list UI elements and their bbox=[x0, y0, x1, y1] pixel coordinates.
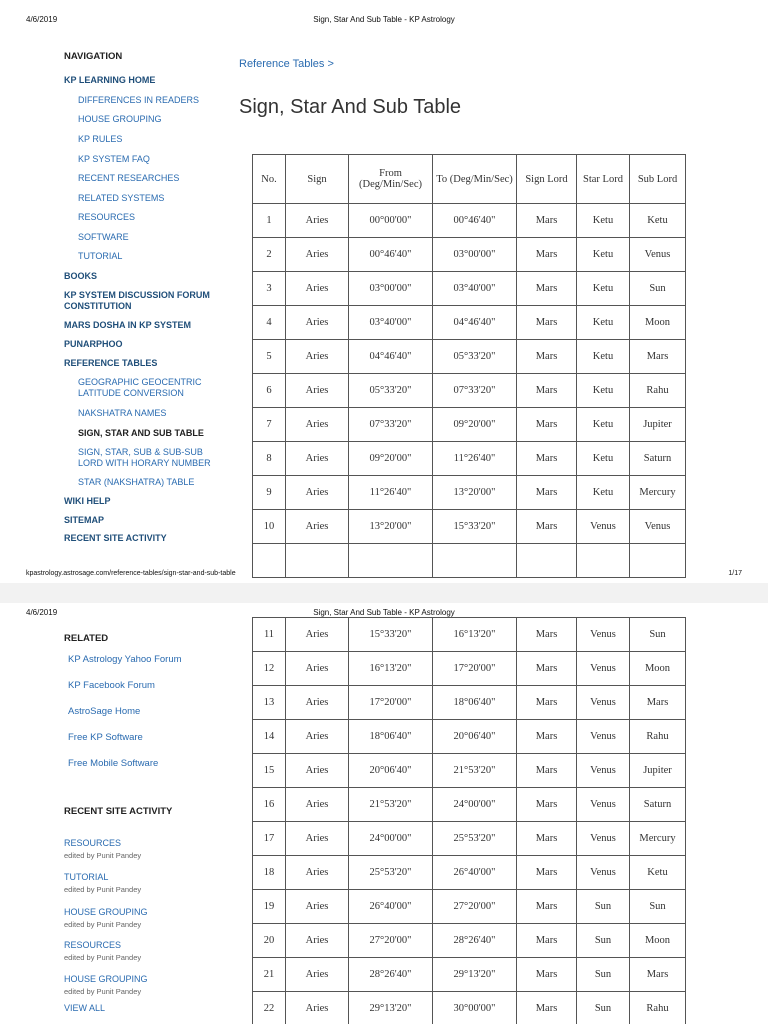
table-cell: 05°33'20" bbox=[349, 374, 433, 408]
table-cell: 15 bbox=[253, 754, 286, 788]
sidebar-item-sign-star-sub-table[interactable]: SIGN, STAR AND SUB TABLE bbox=[78, 428, 204, 438]
related-link-yahoo-forum[interactable]: KP Astrology Yahoo Forum bbox=[68, 654, 182, 665]
table-cell: 20°06'40" bbox=[349, 754, 433, 788]
print-footer bbox=[0, 570, 768, 582]
sidebar-item-tutorial[interactable]: TUTORIAL bbox=[78, 251, 123, 261]
table-cell: Ketu bbox=[577, 442, 630, 476]
table-row bbox=[253, 890, 686, 924]
table-row bbox=[253, 720, 686, 754]
table-row bbox=[253, 754, 686, 788]
table-cell: 16°13'20" bbox=[433, 618, 517, 652]
print-title: Sign, Star And Sub Table - KP Astrology bbox=[313, 608, 455, 617]
table-cell: 17°20'00" bbox=[433, 652, 517, 686]
table-cell: 11 bbox=[253, 618, 286, 652]
table-cell: Aries bbox=[286, 788, 349, 822]
table-cell: Venus bbox=[577, 822, 630, 856]
table-cell: 29°13'20" bbox=[349, 992, 433, 1024]
related-link-astrosage-home[interactable]: AstroSage Home bbox=[68, 706, 141, 717]
sidebar-item-resources[interactable]: RESOURCES bbox=[78, 212, 136, 222]
table-cell: 16 bbox=[253, 788, 286, 822]
table-cell: Mars bbox=[517, 856, 577, 890]
table-cell: Ketu bbox=[577, 238, 630, 272]
table-cell: Sun bbox=[630, 272, 686, 306]
table-cell: Aries bbox=[286, 510, 349, 544]
table-cell: 18 bbox=[253, 856, 286, 890]
table-cell: Venus bbox=[577, 686, 630, 720]
sidebar-item-sitemap[interactable]: SITEMAP bbox=[64, 515, 105, 525]
table-cell: Ketu bbox=[577, 272, 630, 306]
table-cell: 18°06'40" bbox=[349, 720, 433, 754]
table-row bbox=[253, 340, 686, 374]
table-cell: Rahu bbox=[630, 992, 686, 1024]
table-row bbox=[253, 238, 686, 272]
table-cell: Aries bbox=[286, 408, 349, 442]
table-cell: Venus bbox=[577, 720, 630, 754]
activity-link[interactable]: HOUSE GROUPING bbox=[64, 907, 148, 917]
sidebar-item-reference-tables[interactable]: REFERENCE TABLES bbox=[64, 358, 158, 368]
activity-item bbox=[64, 902, 234, 930]
table-cell: Saturn bbox=[630, 442, 686, 476]
table-cell: 00°00'00" bbox=[349, 204, 433, 238]
table-row bbox=[253, 272, 686, 306]
table-cell: 15°33'20" bbox=[349, 618, 433, 652]
sidebar-item-horary-number[interactable]: SIGN, STAR, SUB & SUB-SUB LORD WITH HORARY NUMBER bbox=[78, 447, 211, 468]
table-row bbox=[253, 442, 686, 476]
activity-item bbox=[64, 833, 234, 861]
table-cell: Mars bbox=[517, 272, 577, 306]
column-header: Star Lord bbox=[577, 155, 630, 204]
table-row bbox=[253, 408, 686, 442]
table-cell: 16°13'20" bbox=[349, 652, 433, 686]
table-cell: 20 bbox=[253, 924, 286, 958]
activity-link[interactable]: TUTORIAL bbox=[64, 872, 109, 882]
table-cell: 09°20'00" bbox=[349, 442, 433, 476]
table-cell: 03°40'00" bbox=[349, 306, 433, 340]
table-cell: Sun bbox=[577, 890, 630, 924]
table-cell: Mercury bbox=[630, 822, 686, 856]
table-cell: Mars bbox=[517, 408, 577, 442]
table-cell: Mars bbox=[517, 238, 577, 272]
table-cell: Venus bbox=[577, 754, 630, 788]
table-cell: 09°20'00" bbox=[433, 408, 517, 442]
activity-editor: edited by Punit Pandey bbox=[64, 953, 142, 962]
print-date: 4/6/2019 bbox=[26, 15, 58, 24]
table-cell: Aries bbox=[286, 306, 349, 340]
table-cell: 04°46'40" bbox=[433, 306, 517, 340]
sidebar-heading: NAVIGATION bbox=[64, 51, 123, 62]
table-cell: 13°20'00" bbox=[349, 510, 433, 544]
activity-editor: edited by Punit Pandey bbox=[64, 885, 142, 894]
table-cell: Jupiter bbox=[630, 408, 686, 442]
table-cell: Ketu bbox=[577, 306, 630, 340]
print-date: 4/6/2019 bbox=[26, 608, 58, 617]
table-cell: Aries bbox=[286, 340, 349, 374]
table-cell: 03°00'00" bbox=[433, 238, 517, 272]
table-cell: Mars bbox=[517, 204, 577, 238]
table-cell: 10 bbox=[253, 510, 286, 544]
table-cell: 28°26'40" bbox=[349, 958, 433, 992]
table-cell: 19 bbox=[253, 890, 286, 924]
table-cell: Mars bbox=[517, 306, 577, 340]
sidebar-item-punarphoo[interactable]: PUNARPHOO bbox=[64, 339, 123, 349]
table-header-row bbox=[253, 155, 686, 204]
table-cell: 1 bbox=[253, 204, 286, 238]
column-header: Sign Lord bbox=[517, 155, 577, 204]
table-cell: Mars bbox=[630, 686, 686, 720]
sidebar-item-latitude-conversion[interactable]: GEOGRAPHIC GEOCENTRIC LATITUDE CONVERSION bbox=[78, 377, 202, 398]
table-row bbox=[253, 306, 686, 340]
table-cell: 03°00'00" bbox=[349, 272, 433, 306]
table-cell: Ketu bbox=[630, 856, 686, 890]
table-cell: Aries bbox=[286, 856, 349, 890]
table-cell: Sun bbox=[577, 992, 630, 1024]
table-cell: Mars bbox=[630, 340, 686, 374]
table-cell: Mars bbox=[630, 958, 686, 992]
view-all-link[interactable]: VIEW ALL bbox=[64, 1003, 106, 1013]
sidebar-item-differences-in-readers[interactable]: DIFFERENCES IN READERS bbox=[78, 95, 200, 105]
breadcrumb[interactable]: Reference Tables > bbox=[239, 58, 334, 70]
table-cell: Jupiter bbox=[630, 754, 686, 788]
table-cell: Mercury bbox=[630, 476, 686, 510]
table-cell: Aries bbox=[286, 204, 349, 238]
sidebar-item-nakshatra-names[interactable]: NAKSHATRA NAMES bbox=[78, 408, 167, 418]
table-row bbox=[253, 618, 686, 652]
table-cell: Moon bbox=[630, 306, 686, 340]
table-row bbox=[253, 856, 686, 890]
table-cell: 8 bbox=[253, 442, 286, 476]
table-cell: Aries bbox=[286, 754, 349, 788]
table-cell: Mars bbox=[517, 924, 577, 958]
table-cell: 24°00'00" bbox=[349, 822, 433, 856]
table-cell: 20°06'40" bbox=[433, 720, 517, 754]
table-cell: Mars bbox=[517, 340, 577, 374]
table-cell: 27°20'00" bbox=[349, 924, 433, 958]
table-cell: 11°26'40" bbox=[433, 442, 517, 476]
print-page-number: 1/17 bbox=[728, 570, 742, 577]
activity-link[interactable]: HOUSE GROUPING bbox=[64, 974, 148, 984]
table-cell: 22 bbox=[253, 992, 286, 1024]
sign-star-sub-table-continued bbox=[252, 617, 686, 1024]
print-header bbox=[0, 15, 768, 27]
table-cell: Aries bbox=[286, 652, 349, 686]
table-cell: Sun bbox=[577, 924, 630, 958]
table-cell: Sun bbox=[577, 958, 630, 992]
column-header: No. bbox=[253, 155, 286, 204]
activity-editor: edited by Punit Pandey bbox=[64, 920, 142, 929]
table-cell: 3 bbox=[253, 272, 286, 306]
table-cell: 5 bbox=[253, 340, 286, 374]
table-cell: Sun bbox=[630, 890, 686, 924]
table-cell: Venus bbox=[577, 856, 630, 890]
column-header: Sub Lord bbox=[630, 155, 686, 204]
activity-item bbox=[64, 867, 234, 895]
related-link-facebook-forum[interactable]: KP Facebook Forum bbox=[68, 680, 155, 691]
table-cell: 12 bbox=[253, 652, 286, 686]
table-cell: 13 bbox=[253, 686, 286, 720]
table-cell: Mars bbox=[517, 822, 577, 856]
table-row bbox=[253, 822, 686, 856]
table-cell: 9 bbox=[253, 476, 286, 510]
table-cell: 28°26'40" bbox=[433, 924, 517, 958]
table-cell: Aries bbox=[286, 272, 349, 306]
table-cell: Aries bbox=[286, 720, 349, 754]
table-cell: Aries bbox=[286, 822, 349, 856]
table-cell: Aries bbox=[286, 890, 349, 924]
table-row bbox=[253, 374, 686, 408]
table-cell: 27°20'00" bbox=[433, 890, 517, 924]
sidebar-item-star-table[interactable]: STAR (NAKSHATRA) TABLE bbox=[78, 477, 195, 487]
page-separator bbox=[0, 583, 768, 603]
sidebar-item-kp-learning-home[interactable]: KP LEARNING HOME bbox=[64, 75, 156, 85]
table-row bbox=[253, 788, 686, 822]
table-cell: 30°00'00" bbox=[433, 992, 517, 1024]
table-cell: Aries bbox=[286, 924, 349, 958]
table-row bbox=[253, 652, 686, 686]
table-cell: Aries bbox=[286, 476, 349, 510]
table-cell: Mars bbox=[517, 754, 577, 788]
table-cell: 03°40'00" bbox=[433, 272, 517, 306]
activity-item bbox=[64, 969, 234, 997]
table-cell: 05°33'20" bbox=[433, 340, 517, 374]
sidebar-item-kp-system-faq[interactable]: KP SYSTEM FAQ bbox=[78, 154, 150, 164]
table-row bbox=[253, 992, 686, 1024]
table-cell: 00°46'40" bbox=[433, 204, 517, 238]
column-header: From (Deg/Min/Sec) bbox=[349, 155, 433, 204]
table-row bbox=[253, 924, 686, 958]
sidebar-item-house-grouping[interactable]: HOUSE GROUPING bbox=[78, 114, 162, 124]
table-cell: Ketu bbox=[630, 204, 686, 238]
table-cell: 29°13'20" bbox=[433, 958, 517, 992]
table-cell: Moon bbox=[630, 652, 686, 686]
related-link-free-mobile-software[interactable]: Free Mobile Software bbox=[68, 758, 159, 769]
table-cell: 18°06'40" bbox=[433, 686, 517, 720]
table-cell: 25°53'20" bbox=[349, 856, 433, 890]
table-row bbox=[253, 510, 686, 544]
sign-star-sub-table bbox=[252, 154, 686, 578]
table-cell: 17 bbox=[253, 822, 286, 856]
recent-activity-heading: RECENT SITE ACTIVITY bbox=[64, 806, 173, 817]
table-cell: 21°53'20" bbox=[433, 754, 517, 788]
table-cell: Ketu bbox=[577, 374, 630, 408]
table-cell: Ketu bbox=[577, 476, 630, 510]
sidebar-item-kp-rules[interactable]: KP RULES bbox=[78, 134, 123, 144]
sidebar-item-books[interactable]: BOOKS bbox=[64, 271, 98, 281]
table-cell: Mars bbox=[517, 788, 577, 822]
activity-editor: edited by Punit Pandey bbox=[64, 851, 142, 860]
table-cell: Mars bbox=[517, 992, 577, 1024]
table-cell: 25°53'20" bbox=[433, 822, 517, 856]
table-cell: Venus bbox=[630, 238, 686, 272]
table-cell: Aries bbox=[286, 686, 349, 720]
table-cell: Rahu bbox=[630, 720, 686, 754]
table-row bbox=[253, 476, 686, 510]
table-cell: 07°33'20" bbox=[433, 374, 517, 408]
table-row bbox=[253, 686, 686, 720]
sidebar-item-wiki-help[interactable]: WIKI HELP bbox=[64, 496, 111, 506]
sidebar-item-software[interactable]: SOFTWARE bbox=[78, 232, 129, 242]
table-cell: Venus bbox=[577, 510, 630, 544]
table-cell: Sun bbox=[630, 618, 686, 652]
table-cell: 17°20'00" bbox=[349, 686, 433, 720]
activity-item bbox=[64, 935, 234, 963]
table-cell: 26°40'00" bbox=[349, 890, 433, 924]
table-cell: Aries bbox=[286, 992, 349, 1024]
table-cell: 07°33'20" bbox=[349, 408, 433, 442]
table-cell: Mars bbox=[517, 652, 577, 686]
column-header: To (Deg/Min/Sec) bbox=[433, 155, 517, 204]
table-cell: Mars bbox=[517, 618, 577, 652]
table-cell: Ketu bbox=[577, 340, 630, 374]
table-cell: Aries bbox=[286, 374, 349, 408]
sidebar-item-recent-researches[interactable]: RECENT RESEARCHES bbox=[78, 173, 180, 183]
table-cell: 2 bbox=[253, 238, 286, 272]
table-cell: Venus bbox=[577, 788, 630, 822]
table-cell: 13°20'00" bbox=[433, 476, 517, 510]
table-cell: Mars bbox=[517, 510, 577, 544]
page-title: Sign, Star And Sub Table bbox=[239, 96, 462, 118]
table-cell: Rahu bbox=[630, 374, 686, 408]
table-cell: Venus bbox=[577, 618, 630, 652]
table-cell: 26°40'00" bbox=[433, 856, 517, 890]
table-cell: Saturn bbox=[630, 788, 686, 822]
table-cell: Aries bbox=[286, 618, 349, 652]
table-cell: 6 bbox=[253, 374, 286, 408]
table-cell: Venus bbox=[630, 510, 686, 544]
table-cell: Mars bbox=[517, 890, 577, 924]
table-cell: 15°33'20" bbox=[433, 510, 517, 544]
column-header: Sign bbox=[286, 155, 349, 204]
sidebar-item-related-systems[interactable]: RELATED SYSTEMS bbox=[78, 193, 165, 203]
table-cell: 21 bbox=[253, 958, 286, 992]
print-url: kpastrology.astrosage.com/reference-tables/sign-star-and-sub-table bbox=[26, 570, 236, 577]
table-cell: Mars bbox=[517, 442, 577, 476]
activity-editor: edited by Punit Pandey bbox=[64, 987, 142, 996]
table-cell: Aries bbox=[286, 442, 349, 476]
table-cell: 4 bbox=[253, 306, 286, 340]
table-cell: 24°00'00" bbox=[433, 788, 517, 822]
table-cell: 7 bbox=[253, 408, 286, 442]
table-cell: Aries bbox=[286, 958, 349, 992]
print-page-2 bbox=[0, 603, 768, 1024]
print-title: Sign, Star And Sub Table - KP Astrology bbox=[313, 15, 455, 24]
table-cell: Ketu bbox=[577, 408, 630, 442]
table-cell: Aries bbox=[286, 238, 349, 272]
table-cell: 21°53'20" bbox=[349, 788, 433, 822]
sidebar-item-recent-site-activity[interactable]: RECENT SITE ACTIVITY bbox=[64, 533, 167, 543]
table-row bbox=[253, 204, 686, 238]
table-cell: Mars bbox=[517, 374, 577, 408]
table-cell: 04°46'40" bbox=[349, 340, 433, 374]
sidebar-item-discussion-forum-constitution[interactable]: KP SYSTEM DISCUSSION FORUM CONSTITUTION bbox=[64, 290, 210, 311]
table-cell: Mars bbox=[517, 720, 577, 754]
related-heading: RELATED bbox=[64, 633, 109, 644]
sidebar-item-mars-dosha[interactable]: MARS DOSHA IN KP SYSTEM bbox=[64, 320, 192, 330]
table-cell: Mars bbox=[517, 686, 577, 720]
table-cell: 00°46'40" bbox=[349, 238, 433, 272]
activity-link[interactable]: RESOURCES bbox=[64, 838, 122, 848]
table-cell: Mars bbox=[517, 958, 577, 992]
table-cell: Venus bbox=[577, 652, 630, 686]
related-link-free-kp-software[interactable]: Free KP Software bbox=[68, 732, 143, 743]
table-cell: Ketu bbox=[577, 204, 630, 238]
table-cell: Mars bbox=[517, 476, 577, 510]
activity-link[interactable]: RESOURCES bbox=[64, 940, 122, 950]
table-cell: 11°26'40" bbox=[349, 476, 433, 510]
table-cell: 14 bbox=[253, 720, 286, 754]
table-cell: Moon bbox=[630, 924, 686, 958]
table-row bbox=[253, 958, 686, 992]
